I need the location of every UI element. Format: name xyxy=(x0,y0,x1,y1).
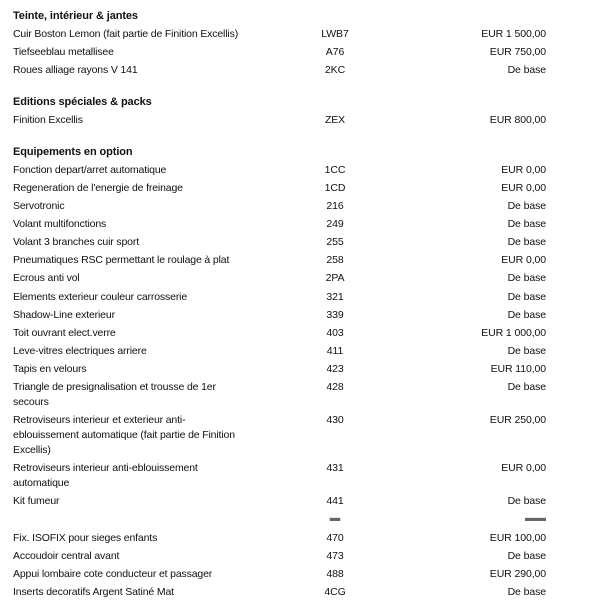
option-price: EUR 290,00 xyxy=(489,568,546,580)
option-description: Fonction depart/arret automatique xyxy=(13,164,167,176)
option-code: 431 xyxy=(326,462,344,474)
option-code: 473 xyxy=(326,550,344,562)
option-code: A76 xyxy=(325,46,345,58)
option-price: EUR 0,00 xyxy=(501,164,546,176)
option-code: 441 xyxy=(326,495,344,507)
option-description: Pneumatiques RSC permettant le roulage à plat xyxy=(13,254,230,266)
option-description: Volant 3 branches cuir sport xyxy=(13,236,139,248)
option-description: Toit ouvrant elect.verre xyxy=(13,327,116,339)
option-description: Inserts decoratifs Argent Satiné Mat xyxy=(13,586,174,598)
option-description: Retroviseurs interieur et exterieur anti-eblouissement automatique (fait partie de Finition Excellis) xyxy=(13,414,235,456)
option-code: 258 xyxy=(326,254,344,266)
option-description: Ecrous anti vol xyxy=(13,272,80,284)
option-code: 249 xyxy=(326,218,344,230)
option-code: 1CD xyxy=(324,182,346,194)
option-code: 470 xyxy=(326,532,344,544)
option-description: Regeneration de l'energie de freinage xyxy=(13,182,183,194)
option-price: De base xyxy=(507,272,546,284)
option-description: Kit fumeur xyxy=(13,495,60,507)
option-description: Fix. ISOFIX pour sieges enfants xyxy=(13,532,158,544)
option-description: Cuir Boston Lemon (fait partie de Finition Excellis) xyxy=(13,28,239,40)
option-price: De base xyxy=(507,236,546,248)
option-code: 321 xyxy=(326,291,344,303)
section-title-interior: Teinte, intérieur & jantes xyxy=(13,10,138,22)
option-code: 1CC xyxy=(324,164,346,176)
option-price: De base xyxy=(507,64,546,76)
option-code: 430 xyxy=(326,414,344,426)
option-price: De base xyxy=(507,309,546,321)
option-code: LWB7 xyxy=(321,28,349,40)
option-price: EUR 0,00 xyxy=(501,182,546,194)
option-price: De base xyxy=(507,550,546,562)
option-description: Tapis en velours xyxy=(13,363,87,375)
option-code: 2PA xyxy=(325,272,345,284)
option-price: De base xyxy=(507,291,546,303)
option-price: EUR 100,00 xyxy=(489,532,546,544)
option-description: Appui lombaire cote conducteur et passager xyxy=(13,568,213,580)
option-price: EUR 1 000,00 xyxy=(481,327,546,339)
option-description: Shadow-Line exterieur xyxy=(13,309,115,321)
option-code: 403 xyxy=(326,327,344,339)
option-description: Triangle de presignalisation et trousse de 1er secours xyxy=(13,381,216,408)
option-price: De base xyxy=(507,495,546,507)
option-code: 2KC xyxy=(324,64,346,76)
option-description: Accoudoir central avant xyxy=(13,550,120,562)
option-price: De base xyxy=(507,586,546,598)
page-break-fragment xyxy=(0,512,606,529)
option-code: ZEX xyxy=(324,114,346,126)
option-description: Volant multifonctions xyxy=(13,218,107,230)
option-price: EUR 250,00 xyxy=(489,414,546,426)
option-price: De base xyxy=(507,218,546,230)
cut-price-fragment: ▬▬ xyxy=(525,512,546,524)
section-title-editions: Editions spéciales & packs xyxy=(13,96,152,108)
option-code: 411 xyxy=(326,345,344,357)
option-description: Elements exterieur couleur carrosserie xyxy=(13,291,188,303)
option-price: EUR 750,00 xyxy=(489,46,546,58)
cut-code-fragment: ▬ xyxy=(329,512,341,524)
option-price: EUR 0,00 xyxy=(501,254,546,266)
option-price: EUR 1 500,00 xyxy=(481,28,546,40)
option-code: 339 xyxy=(326,309,344,321)
option-code: 423 xyxy=(326,363,344,375)
option-price: De base xyxy=(507,345,546,357)
option-description: Tiefseeblau metallisee xyxy=(13,46,114,58)
option-description: Leve-vitres electriques arriere xyxy=(13,345,147,357)
option-description: Servotronic xyxy=(13,200,65,212)
option-description: Roues alliage rayons V 141 xyxy=(13,64,138,76)
section-title-equipment: Equipements en option xyxy=(13,146,133,158)
option-code: 428 xyxy=(326,381,344,393)
option-price: EUR 0,00 xyxy=(501,462,546,474)
option-code: 216 xyxy=(326,200,344,212)
option-price: EUR 110,00 xyxy=(490,363,546,375)
option-code: 4CG xyxy=(324,586,346,598)
option-price: De base xyxy=(507,200,546,212)
option-description: Finition Excellis xyxy=(13,114,83,126)
option-code: 488 xyxy=(326,568,344,580)
option-code: 255 xyxy=(326,236,344,248)
option-price: De base xyxy=(507,381,546,393)
option-price: EUR 800,00 xyxy=(489,114,546,126)
option-description: Retroviseurs interieur anti-eblouissement automatique xyxy=(13,462,198,489)
